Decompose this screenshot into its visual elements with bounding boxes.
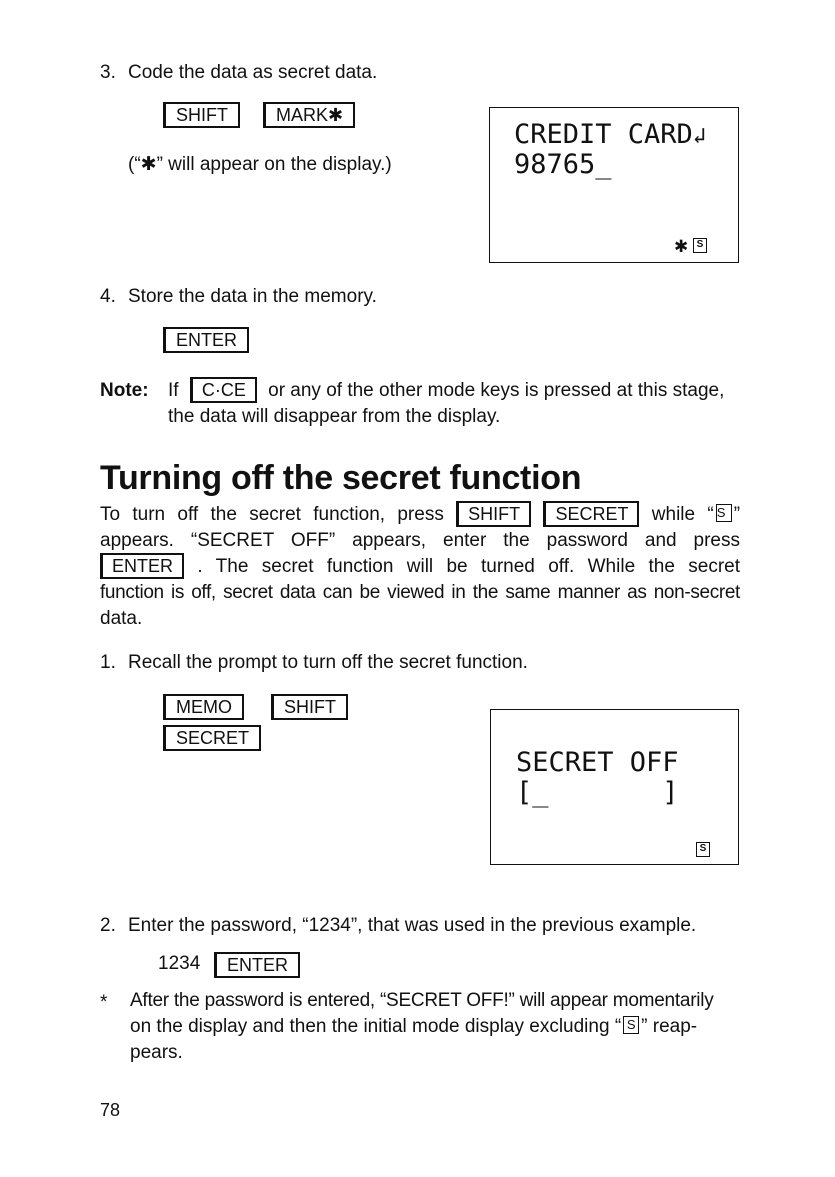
stepB2-number: 2.	[100, 915, 116, 936]
para-line-3	[100, 554, 740, 580]
enter-key-b: ENTER	[214, 952, 300, 978]
memo-key: MEMO	[163, 694, 244, 720]
stepB1-number: 1.	[100, 652, 116, 673]
step4-text: Store the data in the memory.	[128, 286, 377, 307]
note-label: Note:	[100, 380, 149, 401]
return-icon: ↲	[692, 124, 707, 149]
note-line-1-rest: or any of the other mode keys is pressed at this stage,	[268, 380, 725, 402]
lcd-secret-line-2: [_ ]	[516, 777, 679, 808]
step3-note: (“✱” will appear on the display.)	[128, 154, 392, 175]
para-line-1-b	[652, 504, 740, 525]
footnote-line-2	[130, 1014, 697, 1040]
secret-s-icon-footnote: S	[623, 1016, 639, 1034]
step4-number: 4.	[100, 286, 116, 307]
para-line-1-quote-open: while “	[651, 504, 714, 526]
lcd-display-secret-off	[490, 709, 739, 865]
footnote-mark: *	[100, 992, 108, 1013]
stepB2-text: Enter the password, “1234”, that was used in the previous example.	[128, 915, 697, 936]
lcd-line-2: 98765_	[514, 149, 612, 180]
shift-key-b: SHIFT	[271, 694, 348, 720]
note-line-1	[168, 378, 724, 404]
lcd-indicators	[674, 238, 707, 256]
lcd-line-1	[514, 120, 706, 152]
star-indicator-icon: ✱	[674, 237, 689, 256]
footnote-line-2-a: on the display and then the initial mode display excluding “	[130, 1016, 622, 1037]
para-line-1	[100, 502, 740, 528]
enter-key: ENTER	[163, 327, 249, 353]
footnote-line-1: After the password is entered, “SECRET OFF!” will appear momentarily	[130, 990, 714, 1011]
password-input: 1234	[158, 953, 201, 974]
cce-key: C·CE	[190, 377, 257, 403]
secret-key: SECRET	[163, 725, 261, 751]
secret-s-indicator-icon: S	[693, 238, 707, 253]
lcd-display-credit-card	[489, 107, 739, 263]
secret-s-icon: S	[716, 504, 732, 522]
stepB1-text: Recall the prompt to turn off the secret function.	[128, 652, 528, 673]
para-line-4: function is off, secret data can be viewed in the same manner as non-secret	[100, 582, 740, 603]
secret-key-inline: SECRET	[543, 501, 639, 527]
para-line-1-quote-close: ”	[733, 504, 741, 526]
step3-text: Code the data as secret data.	[128, 62, 378, 83]
secret-s-indicator-icon-b: S	[696, 842, 710, 857]
enter-key-inline: ENTER	[100, 553, 184, 579]
para-line-2: appears. “SECRET OFF” appears, enter the password and press	[100, 530, 740, 551]
mark-key: MARK✱	[263, 102, 355, 128]
shift-key: SHIFT	[163, 102, 240, 128]
para-line-3-rest: . The secret function will be turned off. While the secret	[197, 556, 740, 578]
page-number: 78	[100, 1100, 121, 1120]
lcd-secret-indicators	[696, 842, 710, 860]
lcd-secret-line-1: SECRET OFF	[516, 747, 679, 778]
note-if: If	[168, 380, 179, 402]
section-paragraph	[100, 502, 740, 632]
step3-number: 3.	[100, 62, 116, 83]
para-line-5: data.	[100, 608, 143, 629]
note-line-2: the data will disappear from the display.	[168, 406, 501, 427]
lcd-line-1-text: CREDIT CARD	[514, 119, 693, 150]
footnote-line-3: pears.	[130, 1042, 183, 1063]
shift-key-inline: SHIFT	[456, 501, 531, 527]
section-heading: Turning off the secret function	[100, 459, 582, 497]
para-line-1-a: To turn off the secret function, press	[100, 504, 444, 526]
footnote-line-2-b: ” reap-	[641, 1016, 698, 1037]
